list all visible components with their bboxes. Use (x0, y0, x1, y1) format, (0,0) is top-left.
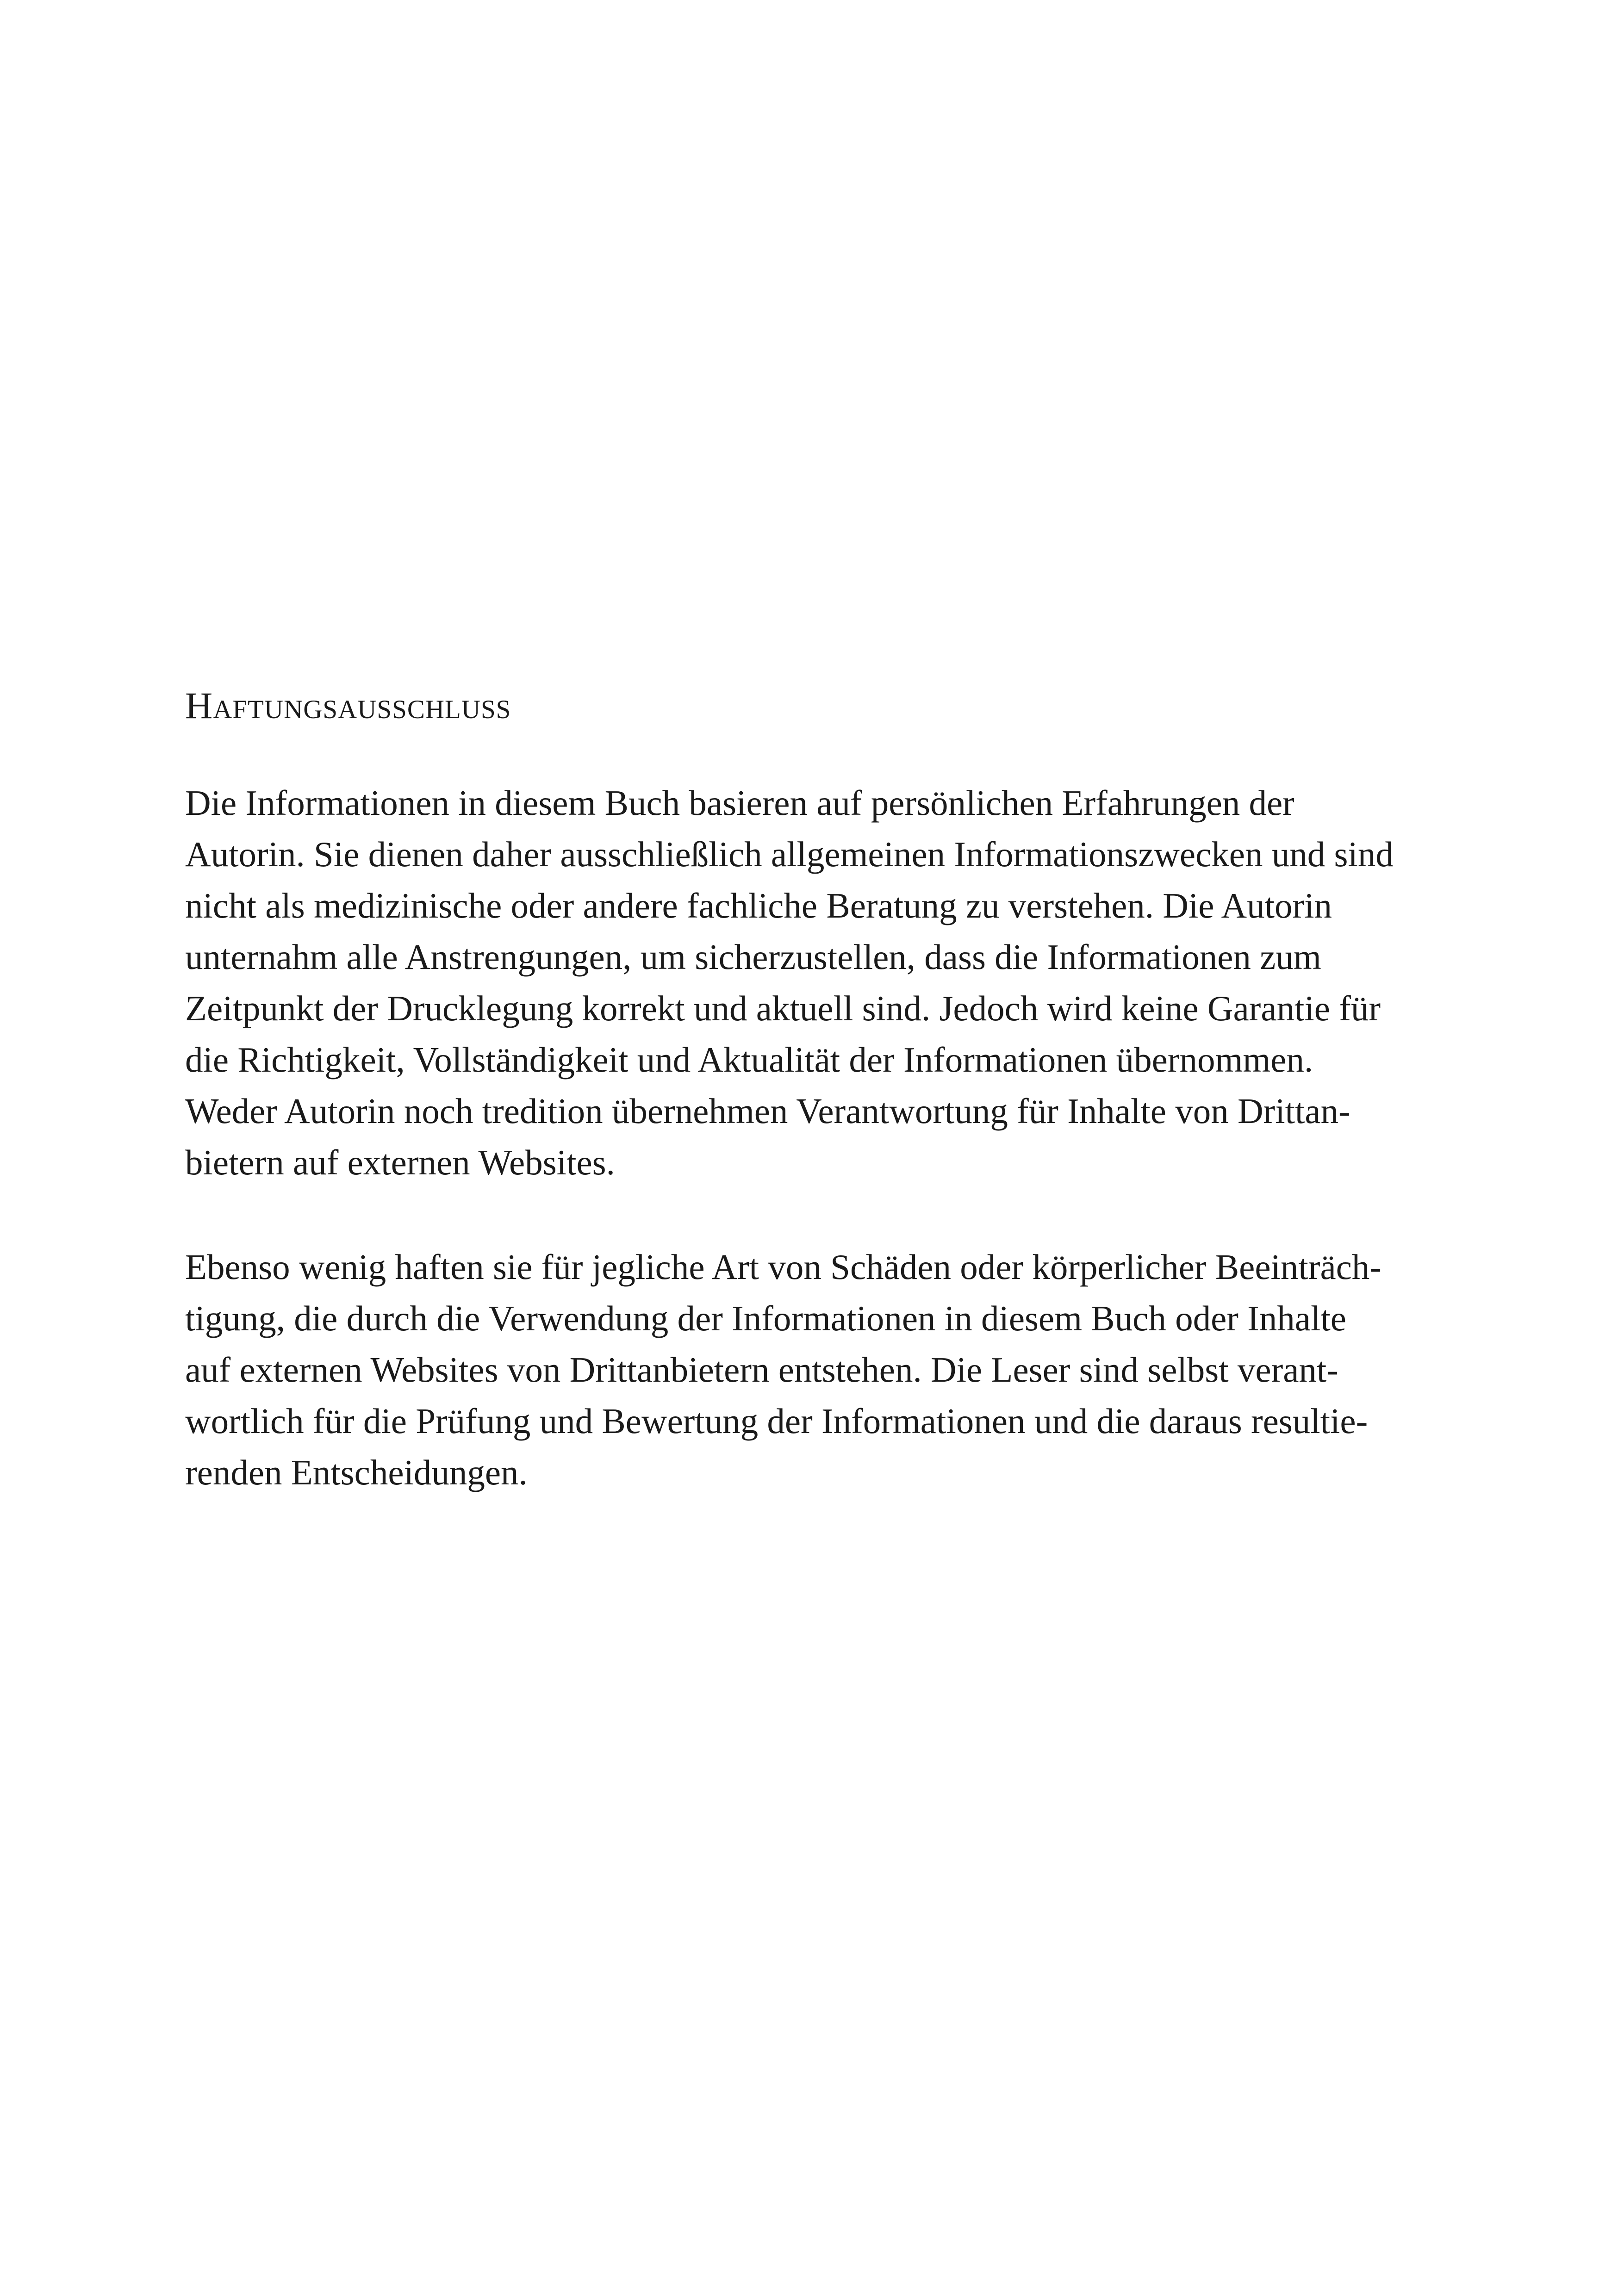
text-line: Autorin. Sie dienen daher ausschließlich allgemeinen Informationszwecken und sind (185, 834, 1394, 874)
text-line: Zeitpunkt der Drucklegung korrekt und aktuell sind. Jedoch wird keine Garantie für (185, 988, 1381, 1028)
text-line: auf externen Websites von Drittanbietern entstehen. Die Leser sind selbst verant- (185, 1350, 1338, 1390)
text-line: unternahm alle Anstrengungen, um sicherzustellen, dass die Informationen zum (185, 937, 1321, 977)
text-line: bietern auf externen Websites. (185, 1142, 615, 1182)
disclaimer-section (185, 680, 1435, 1498)
page-title: Haftungsausschluss (185, 684, 511, 726)
text-line: tigung, die durch die Verwendung der Informationen in diesem Buch oder Inhalte (185, 1298, 1346, 1338)
text-line: die Richtigkeit, Vollständigkeit und Aktualität der Informationen übernommen. (185, 1040, 1313, 1080)
disclaimer-paragraph-1 (185, 777, 1435, 1188)
text-line: wortlich für die Prüfung und Bewertung der Informationen und die daraus resultie- (185, 1401, 1368, 1441)
text-line: Ebenso wenig haften sie für jegliche Art von Schäden oder körperlicher Beeinträch- (185, 1247, 1382, 1287)
disclaimer-paragraph-2 (185, 1241, 1435, 1498)
text-line: nicht als medizinische oder andere fachliche Beratung zu verstehen. Die Autorin (185, 886, 1332, 925)
paragraph-spacer (185, 1188, 1435, 1241)
text-line: Weder Autorin noch tredition übernehmen Verantwortung für Inhalte von Drittan- (185, 1091, 1350, 1131)
text-line: Die Informationen in diesem Buch basieren auf persönlichen Erfahrungen der (185, 783, 1294, 823)
text-line: renden Entscheidungen. (185, 1452, 528, 1492)
